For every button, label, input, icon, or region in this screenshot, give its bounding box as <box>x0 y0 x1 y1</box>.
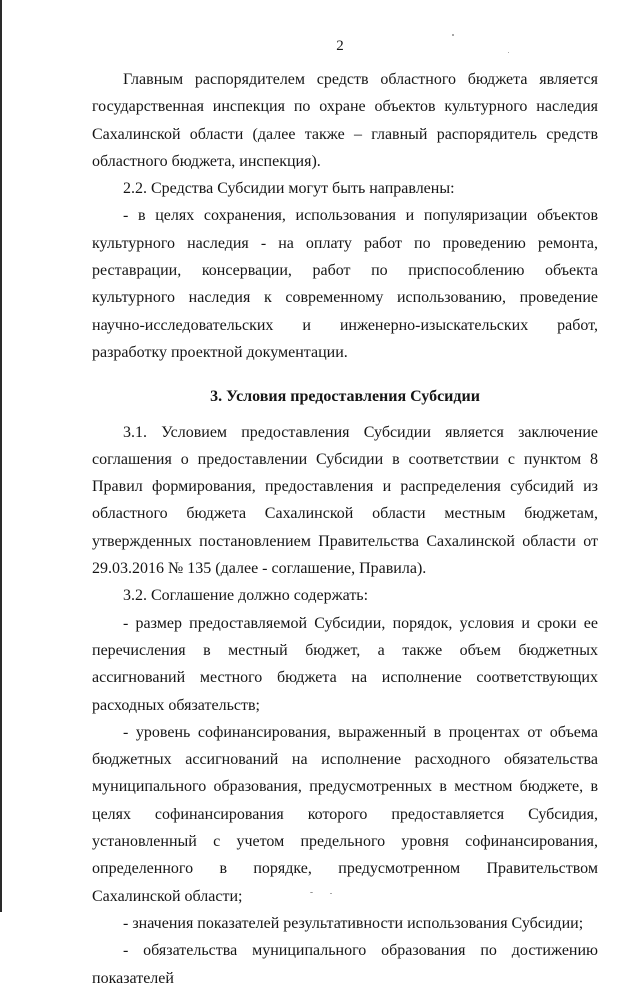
paragraph-subsidy-purposes: - в целях сохранения, использования и популяризации объектов культурного наследия - на оплату работ по проведению ремонта, реставрации, консервации, работ по приспособлению объекта культурного наследия к современному использованию, проведение научно-исследовательских и инженерно-изыскательских работ, разработку проектной документации. <box>92 207 598 361</box>
paragraph-3-1: 3.1. Условием предоставления Субсидии является заключение соглашения о предоставлении Субсидии в соответствии с пунктом 8 Правил формирования, предоставления и распределения субсидий из областного бюджета Сахалинской области местным бюджетам, утвержденных постановлением Правительства Сахалинской области от 29.03.2016 № 135 (далее - соглашение, Правила). <box>92 423 598 578</box>
scan-speck <box>330 893 332 894</box>
paragraph-performance-indicators: - значения показателей результативности использования Субсидии; <box>123 914 584 932</box>
paragraph-subsidy-amount: - размер предоставляемой Субсидии, порядок, условия и сроки ее перечисления в местный бюджет, а также объем бюджетных ассигнований местного бюджета на исполнение соответствующих расходных обязательств; <box>92 614 598 714</box>
paragraph-chief-administrator: Главным распорядителем средств областного бюджета является государственная инспекция по охране объектов культурного наследия Сахалинской области (далее также – главный распорядитель средств областного бюджета, инспекция). <box>92 71 598 170</box>
paragraph-municipal-obligations: - обязательства муниципального образования по достижению показателей <box>92 942 598 987</box>
scan-speck <box>508 52 509 53</box>
scan-speck <box>310 892 313 893</box>
paragraph-2-2: 2.2. Средства Субсидии могут быть направлены: <box>123 180 455 198</box>
page-number: 2 <box>336 38 344 54</box>
document-body <box>92 66 598 992</box>
paragraph-3-2: 3.2. Соглашение должно содержать: <box>123 587 369 605</box>
scan-left-edge <box>0 0 2 912</box>
scan-speck <box>452 34 454 36</box>
paragraph-cofinancing-level: - уровень софинансирования, выраженный в процентах от объема бюджетных ассигнований на исполнение расходного обязательства муниципального образования, предусмотренных в местном бюджете, в целях софинансирования которого предоставляется Субсидия, установленный с учетом предельного уровня софинансирования, определенного в порядке, предусмотренном Правительством Сахалинской области; <box>92 723 598 905</box>
section-heading: 3. Условия предоставления Субсидии <box>210 388 480 406</box>
